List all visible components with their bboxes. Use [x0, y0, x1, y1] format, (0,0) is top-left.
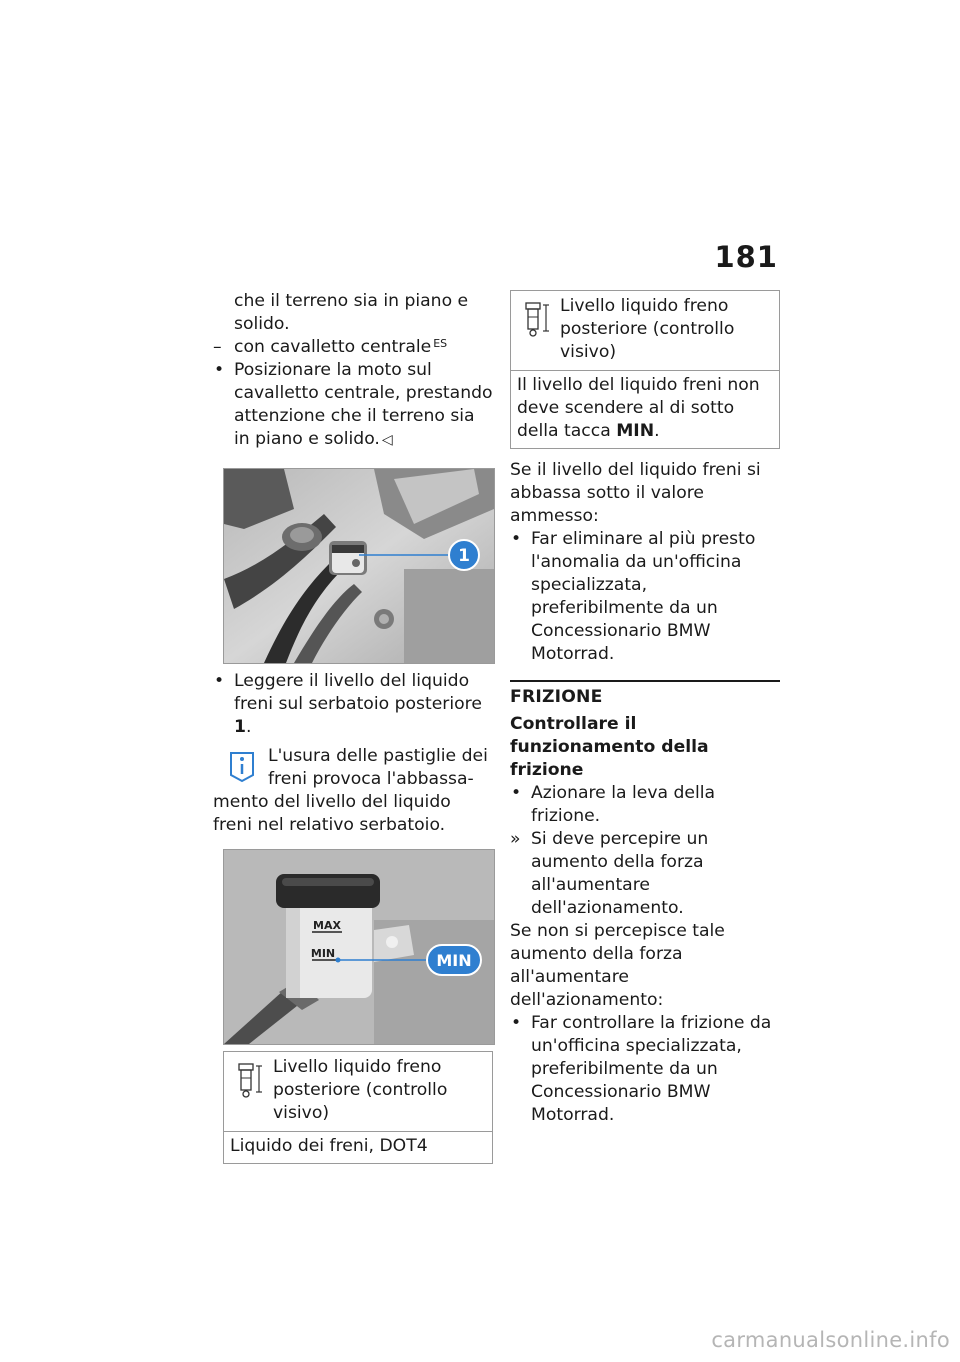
spec-title: Livello liquido freno posteriore (controllo visivo): [273, 1057, 448, 1123]
min-mark: MIN: [310, 947, 336, 960]
spec-box-header: [511, 291, 779, 371]
spec-box-body: [511, 371, 779, 448]
paragraph-no-force: Se non si percepisce tale aumento della forza all'aumentare dell'azionamento:: [510, 921, 725, 1010]
min-callout-text: MIN: [436, 951, 472, 970]
fluid-level-icon: [234, 1060, 264, 1100]
left-column: [213, 290, 495, 1164]
step-read-level: [213, 670, 495, 739]
spec-box-body: [224, 1132, 492, 1163]
result-force-increase: » Si deve percepire un aumento della forza all'aumentare dell'azionamento.: [510, 828, 780, 920]
end-mark-icon: ◁: [381, 432, 393, 448]
step-position-bike: [213, 359, 495, 452]
reservoir-min-max-illustration: [224, 850, 494, 1044]
info-line-1: L'usura delle pastiglie dei: [268, 746, 488, 766]
watermark: carmanualsonline.info: [711, 1328, 950, 1352]
step-read-level-end: .: [245, 717, 252, 737]
spec-value-min: MIN: [616, 421, 655, 441]
right-column: [510, 290, 780, 1127]
spec-value-text: Il livello del liquido freni non deve scendere al di sotto della tacca: [517, 375, 760, 441]
paragraph-continued: che il terreno sia in piano e solido.: [234, 291, 469, 334]
condition-text: con cavalletto centrale: [234, 337, 432, 357]
step-dealer-repair: • Far eliminare al più presto l'anomalia da un'officina specializzata, preferibilmente da un Concessionario BMW Motorrad.: [510, 528, 780, 666]
page-number: 181: [714, 240, 778, 274]
step-actuate-clutch: • Azionare la leva della frizione.: [510, 782, 780, 828]
info-icon: [227, 749, 257, 783]
step-read-level-text: Leggere il livello del liquido freni sul serbatoio posteriore: [234, 671, 482, 714]
paragraph-level-low: Se il livello del liquido freni si abbassa sotto il valore ammesso:: [510, 460, 761, 526]
step-read-level-ref: 1: [234, 717, 246, 737]
info-line-2: freni provoca l'abbassa-: [268, 769, 474, 789]
condition-item: [213, 336, 495, 359]
photo-rear-brake-reservoir: [223, 468, 495, 664]
section-divider: [510, 680, 780, 709]
spec-value-end: .: [654, 421, 660, 441]
photo-reservoir-min-max: [223, 849, 495, 1045]
spec-title: Livello liquido freno posteriore (controllo visivo): [560, 296, 735, 362]
callout-number: 1: [458, 546, 470, 566]
spec-box-brake-fluid: [223, 1051, 493, 1164]
condition-superscript: ES: [433, 337, 448, 350]
rear-brake-reservoir-illustration: [224, 469, 494, 663]
info-note: [213, 745, 495, 837]
spec-value: Liquido dei freni, DOT4: [230, 1136, 428, 1156]
fluid-level-icon: [521, 299, 551, 339]
section-title: FRIZIONE: [510, 687, 603, 707]
max-mark: MAX: [313, 919, 341, 932]
info-rest: mento del livello del liquido freni nel relativo serbatoio.: [213, 792, 451, 835]
spec-box-header: [224, 1052, 492, 1132]
step-check-clutch: • Far controllare la frizione da un'officina specializzata, preferibilmente da un Concessionario BMW Motorrad.: [510, 1012, 780, 1127]
subsection-title: Controllare il funzionamento della frizione: [510, 714, 709, 780]
step-position-bike-text: Posizionare la moto sul cavalletto centrale, prestando attenzione che il terreno sia in piano e solido.: [234, 360, 493, 449]
spec-value: [517, 374, 773, 443]
spec-box-brake-level: [510, 290, 780, 449]
